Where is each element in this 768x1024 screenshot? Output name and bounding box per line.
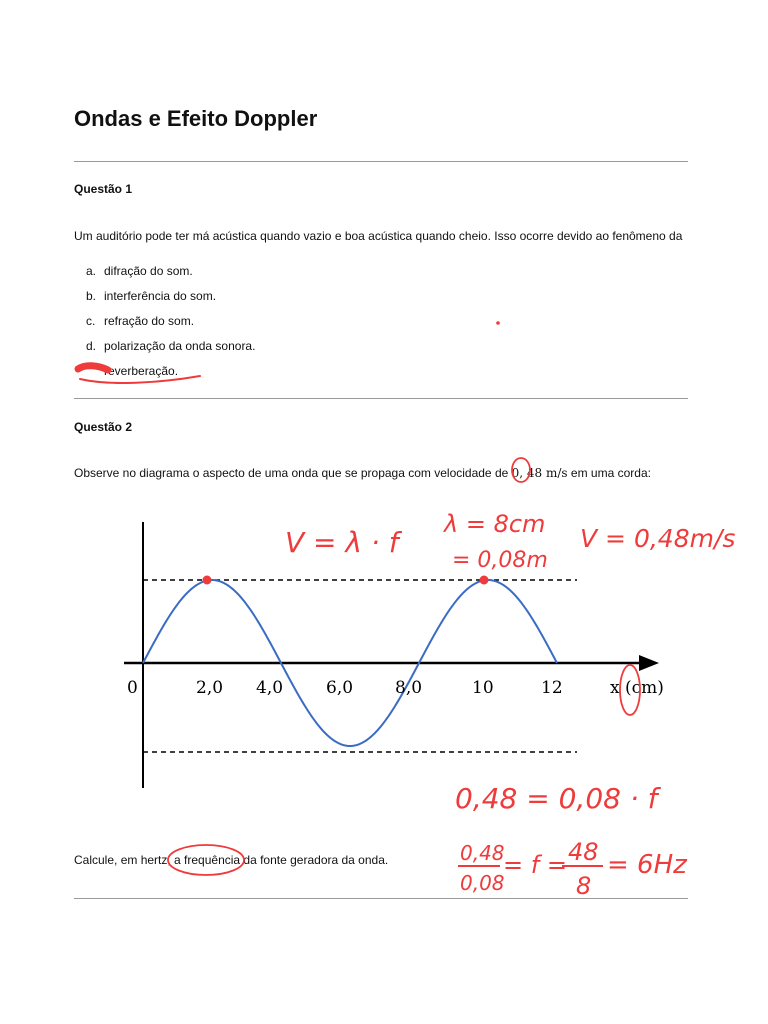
handwritten-speed: V = 0,48m/s bbox=[580, 524, 736, 553]
tick-label: 0 bbox=[127, 678, 138, 698]
question-2-text bbox=[74, 466, 651, 480]
option-c[interactable] bbox=[86, 314, 194, 328]
option-b[interactable] bbox=[86, 289, 216, 303]
axis-label: x (cm) bbox=[610, 678, 664, 698]
question-1-heading: Questão 1 bbox=[74, 182, 133, 196]
tick-label: 2,0 bbox=[196, 678, 224, 698]
handwritten-wavelength: λ = 8cm bbox=[444, 510, 546, 538]
option-d[interactable] bbox=[86, 339, 255, 353]
handwritten-formula: V = λ · f bbox=[285, 526, 399, 559]
divider bbox=[74, 898, 688, 899]
fraction-denominator: 0,08 bbox=[460, 871, 505, 895]
handwritten-result: = 6Hz bbox=[607, 850, 687, 880]
question-2-prompt: Calcule, em hertz, a frequência da fonte geradora da onda. bbox=[74, 853, 389, 867]
fraction-denominator: 8 bbox=[576, 872, 592, 900]
option-letter: b. bbox=[86, 289, 97, 303]
handwritten-wavelength-m: = 0,08m bbox=[452, 548, 548, 573]
option-text: reverberação. bbox=[104, 364, 179, 378]
option-letter: a. bbox=[86, 264, 97, 278]
option-letter: c. bbox=[86, 314, 96, 328]
divider bbox=[74, 161, 688, 162]
option-a[interactable] bbox=[86, 264, 193, 278]
question-2-text-before: Observe no diagrama o aspecto de uma onda que se propaga com velocidade de bbox=[74, 466, 509, 480]
tick-label: 8,0 bbox=[395, 678, 423, 698]
option-text: interferência do som. bbox=[104, 289, 217, 303]
stray-dot bbox=[496, 321, 500, 325]
question-2-text-after: em uma corda: bbox=[570, 466, 651, 480]
option-text: polarização da onda sonora. bbox=[104, 339, 256, 353]
question-2-heading: Questão 2 bbox=[74, 420, 133, 434]
fraction-numerator: 0,48 bbox=[460, 841, 505, 865]
handwritten-equals-f: = f = bbox=[503, 851, 567, 879]
tick-label: 12 bbox=[541, 678, 563, 698]
option-e[interactable] bbox=[86, 364, 178, 378]
option-text: difração do som. bbox=[104, 264, 193, 278]
fraction-numerator: 48 bbox=[568, 838, 599, 866]
tick-label: 4,0 bbox=[256, 678, 284, 698]
option-letter: d. bbox=[86, 339, 97, 353]
divider bbox=[74, 398, 688, 399]
question-1-text: Um auditório pode ter má acústica quando vazio e boa acústica quando cheio. Isso ocorre devido ao fenômeno da bbox=[74, 229, 683, 243]
handwritten-equation: 0,48 = 0,08 · f bbox=[455, 782, 658, 815]
speed-value: 0, 48 m/s bbox=[511, 466, 568, 480]
tick-label: 10 bbox=[472, 678, 494, 698]
wave-diagram bbox=[72, 500, 697, 825]
page-title: Ondas e Efeito Doppler bbox=[74, 106, 318, 131]
option-text: refração do som. bbox=[104, 314, 195, 328]
tick-label: 6,0 bbox=[326, 678, 354, 698]
